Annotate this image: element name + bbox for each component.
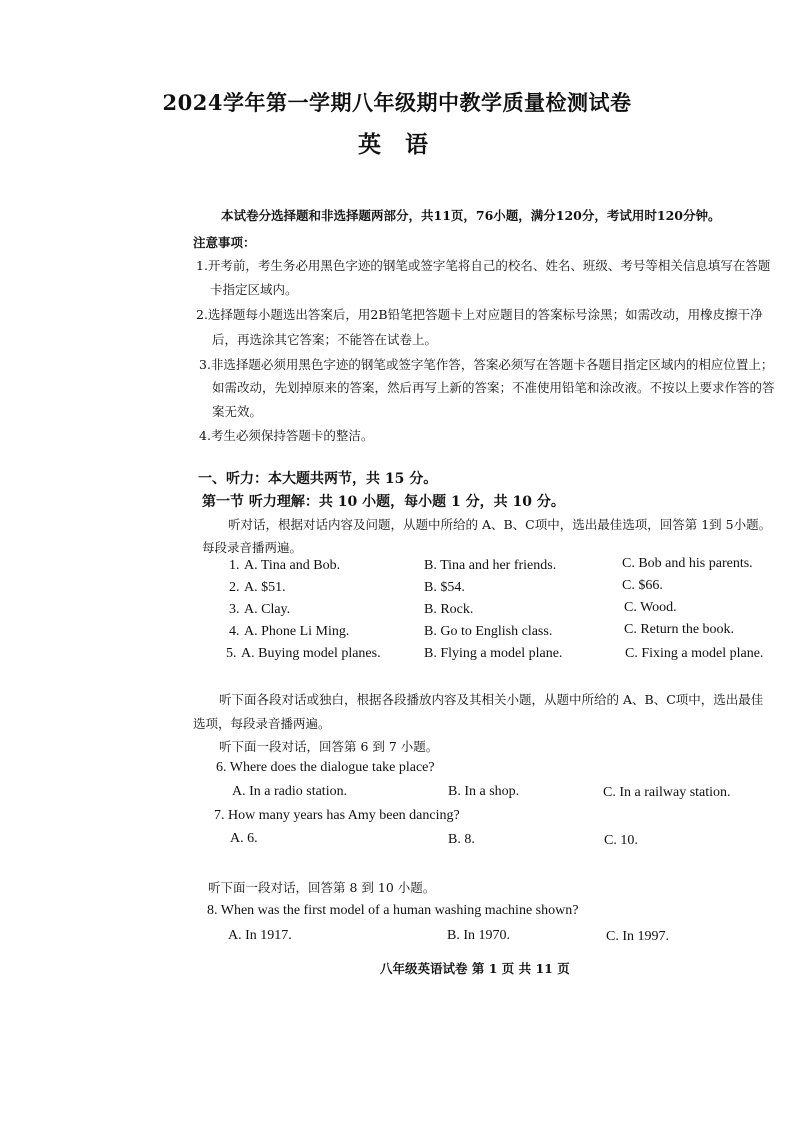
q3-option-a: A. Clay. [244, 602, 291, 617]
note-3-line-2: 如需改动，先划掉原来的答案，然后再写上新的答案；不准使用铅笔和涂改液。不按以上要求作答的答 [212, 380, 775, 395]
page-footer: 八年级英语试卷 第 1 页 共 11 页 [380, 961, 570, 976]
q5-option-a: A. Buying model planes. [241, 646, 381, 661]
note-2-line-1: 2.选择题每小题选出答案后，用2B铅笔把答题卡上对应题目的答案标号涂黑；如需改动，用橡皮擦干净 [196, 307, 763, 322]
q6-option-b: B. In a shop. [448, 784, 520, 799]
q2-option-a: A. $51. [244, 580, 286, 595]
q7-option-a: A. 6. [230, 831, 258, 846]
q4-number: 4. [229, 624, 240, 639]
intro-text: 本试卷分选择题和非选择题两部分，共11页，76小题，满分120分，考试用时120分钟。 [221, 208, 721, 223]
section1-instruction-line-1: 听对话，根据对话内容及问题，从题中所给的 A、B、C项中，选出最佳选项，回答第 1到 5小题。 [228, 517, 772, 532]
q6-stem: 6. Where does the dialogue take place? [216, 760, 435, 775]
exam-title: 2024学年第一学期八年级期中教学质量检测试卷 [162, 90, 632, 115]
section1-instruction-line-2: 每段录音播两遍。 [202, 540, 303, 555]
dialog-2-instruction: 听下面一段对话，回答第 8 到 10 小题。 [208, 880, 436, 895]
q7-stem: 7. How many years has Amy been dancing? [214, 808, 460, 823]
q8-option-b: B. In 1970. [447, 928, 510, 943]
dialog-1-instruction: 听下面一段对话，回答第 6 到 7 小题。 [219, 739, 439, 754]
q5-number: 5. [226, 646, 237, 661]
subject-title: 英 语 [357, 131, 436, 158]
note-1-line-1: 1.开考前，考生务必用黑色字迹的钢笔或签字笔将自己的校名、姓名、班级、考号等相关信息填写在答题 [196, 258, 771, 273]
note-3-line-1: 3.非选择题必须用黑色字迹的钢笔或签字笔作答，答案必须写在答题卡各题目指定区域内的相应位置上； [199, 357, 774, 372]
q6-option-c: C. In a railway station. [603, 785, 731, 800]
q1-option-b: B. Tina and her friends. [424, 558, 557, 573]
q7-option-b: B. 8. [448, 832, 475, 847]
q8-option-a: A. In 1917. [228, 928, 292, 943]
note-2-line-2: 后，再选涂其它答案；不能答在试卷上。 [212, 332, 438, 347]
note-3-line-3: 案无效。 [212, 404, 263, 419]
q3-option-b: B. Rock. [424, 602, 474, 617]
q5-option-c: C. Fixing a model plane. [625, 646, 764, 661]
q4-option-a: A. Phone Li Ming. [244, 624, 350, 639]
q3-number: 3. [229, 602, 240, 617]
q1-number: 1. [229, 558, 240, 573]
q8-stem: 8. When was the first model of a human washing machine shown? [207, 903, 579, 918]
q8-option-c: C. In 1997. [606, 929, 669, 944]
q3-option-c: C. Wood. [624, 600, 677, 615]
q6-option-a: A. In a radio station. [232, 784, 348, 799]
section1-instruction2-line-1: 听下面各段对话或独白，根据各段播放内容及其相关小题，从题中所给的 A、B、C项中，选出最佳 [219, 692, 764, 707]
note-4-line-1: 4.考生必须保持答题卡的整洁。 [199, 428, 374, 443]
notes-heading: 注意事项： [193, 235, 256, 250]
section1-heading: 第一节 听力理解：共 10 小题，每小题 1 分，共 10 分。 [202, 494, 565, 510]
q5-option-b: B. Flying a model plane. [424, 646, 563, 661]
q7-option-c: C. 10. [604, 833, 638, 848]
q4-option-b: B. Go to English class. [424, 624, 553, 639]
part1-heading: 一、听力：本大题共两节，共 15 分。 [198, 471, 438, 487]
q2-number: 2. [229, 580, 240, 595]
q2-option-b: B. $54. [424, 580, 465, 595]
section1-instruction2-line-2: 选项，每段录音播两遍。 [193, 716, 331, 731]
q2-option-c: C. $66. [622, 578, 663, 593]
q1-option-c: C. Bob and his parents. [622, 556, 753, 571]
q4-option-c: C. Return the book. [624, 622, 735, 637]
note-1-line-2: 卡指定区域内。 [210, 282, 298, 297]
q1-option-a: A. Tina and Bob. [244, 558, 341, 573]
